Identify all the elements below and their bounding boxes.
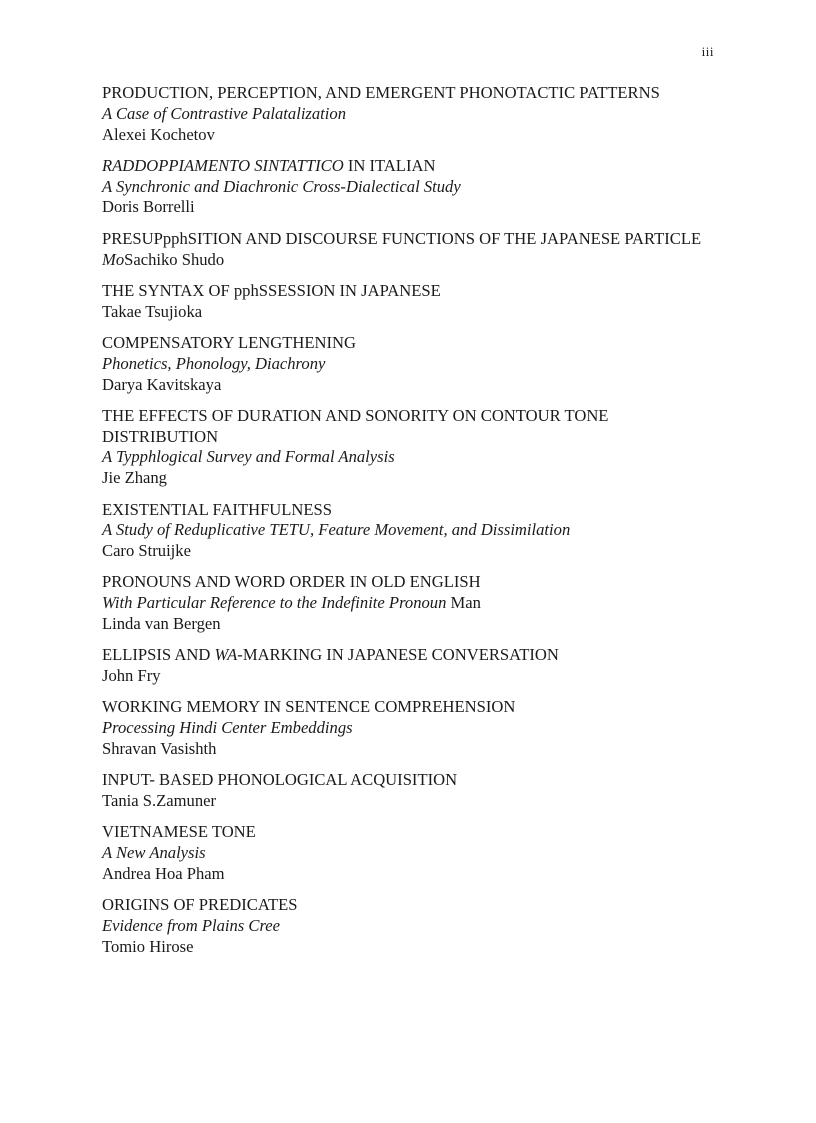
list-item <box>102 156 722 218</box>
book-subtitle: Phonetics, Phonology, Diachrony <box>102 353 326 373</box>
book-subtitle: With Particular Reference to the Indefinite Pronoun <box>102 593 447 613</box>
book-title: PRODUCTION, PERCEPTION, AND EMERGENT PHONOTACTIC PATTERNS <box>102 83 660 102</box>
book-subtitle: A Typphlogical Survey and Formal Analysis <box>102 447 395 467</box>
book-author: Jie Zhang <box>102 468 167 488</box>
list-item <box>102 500 722 562</box>
book-title: EXISTENTIAL FAITHFULNESS <box>102 499 332 519</box>
book-title: WORKING MEMORY IN SENTENCE COMPREHENSION <box>102 697 516 717</box>
list-item <box>102 281 722 323</box>
book-author: Darya Kavitskaya <box>102 374 222 394</box>
book-title-rest: IN ITALIAN <box>343 155 436 175</box>
list-item <box>102 895 722 957</box>
book-title <box>102 645 722 666</box>
page-number: iii <box>701 44 714 59</box>
book-title: INPUT- BASED PHONOLOGICAL ACQUISITION <box>102 770 458 790</box>
book-title: COMPENSATORY LENGTHENING <box>102 332 356 352</box>
book-subtitle: A Case of Contrastive Palatalization <box>102 103 346 123</box>
book-author: Takae Tsujioka <box>102 301 203 321</box>
list-item <box>102 229 722 271</box>
book-author <box>102 250 722 271</box>
book-author-name: Sachiko Shudo <box>124 249 225 269</box>
book-title: THE EFFECTS OF DURATION AND SONORITY ON CONTOUR TONE DISTRIBUTION <box>102 405 609 446</box>
book-title-italic: WA <box>214 645 238 665</box>
book-subtitle: A Study of Reduplicative TETU, Feature Movement, and Dissimilation <box>102 520 571 540</box>
book-subtitle: A New Analysis <box>102 843 206 863</box>
book-author: Shravan Vasishth <box>102 739 217 759</box>
book-author: John Fry <box>102 666 161 686</box>
book-title <box>102 156 722 177</box>
list-item <box>102 406 722 489</box>
book-title-pre: ELLIPSIS AND <box>102 645 215 665</box>
book-author: Alexei Kochetov <box>102 124 215 144</box>
list-item <box>102 572 722 634</box>
book-subtitle: Processing Hindi Center Embeddings <box>102 718 353 738</box>
book-subtitle-suffix: Man <box>446 593 481 613</box>
book-author: Andrea Hoa Pham <box>102 864 225 883</box>
list-item <box>102 822 722 884</box>
book-author: Caro Struijke <box>102 541 191 561</box>
book-author: Doris Borrelli <box>102 197 195 217</box>
book-title-italic: RADDOPPIAMENTO SINTATTICO <box>102 155 344 175</box>
series-list <box>102 83 722 968</box>
list-item <box>102 770 722 812</box>
list-item <box>102 83 722 145</box>
book-title: THE SYNTAX OF pphSSESSION IN JAPANESE <box>102 280 441 300</box>
book-subtitle: Evidence from Plains Cree <box>102 916 281 936</box>
list-item <box>102 645 722 687</box>
list-item <box>102 333 722 395</box>
book-title: ORIGINS OF PREDICATES <box>102 895 298 915</box>
book-title: PRONOUNS AND WORD ORDER IN OLD ENGLISH <box>102 572 481 592</box>
book-author: Tomio Hirose <box>102 936 194 956</box>
book-author: Linda van Bergen <box>102 614 221 634</box>
list-item <box>102 697 722 759</box>
book-subtitle: A Synchronic and Diachronic Cross-Dialectical Study <box>102 176 461 196</box>
book-author: Tania S.Zamuner <box>102 791 217 811</box>
book-title: PRESUPpphSITION AND DISCOURSE FUNCTIONS OF THE JAPANESE PARTICLE <box>102 228 702 248</box>
book-subtitle-line <box>102 593 722 614</box>
book-title-rest: -MARKING IN JAPANESE CONVERSATION <box>237 645 559 665</box>
book-author-prefix: Mo <box>102 249 125 269</box>
book-title: VIETNAMESE TONE <box>102 822 256 842</box>
